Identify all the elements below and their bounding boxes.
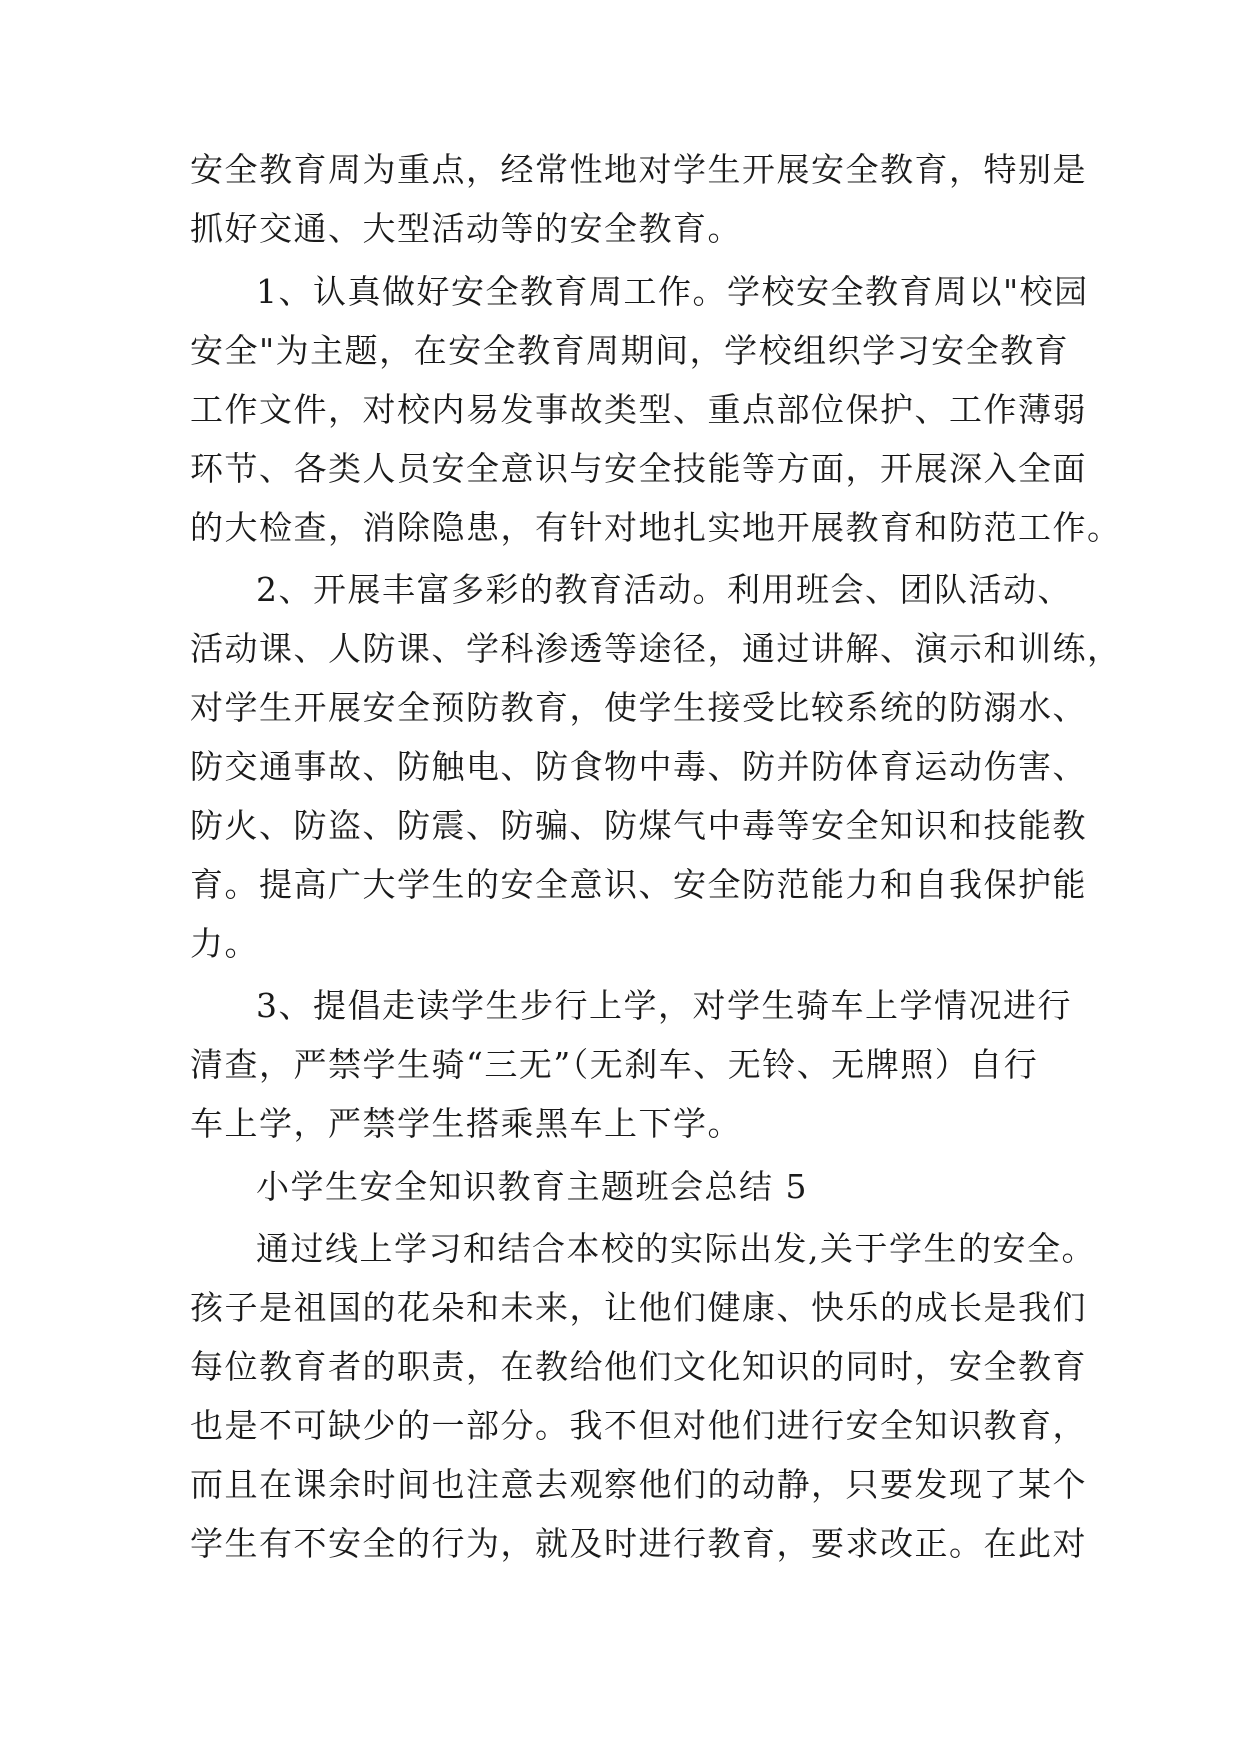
- text-line: 每位教育者的职责，在教给他们文化知识的同时，安全教育: [190, 1347, 1087, 1386]
- paragraph-start-line: 2、开展丰富多彩的教育活动。利用班会、团队活动、: [256, 570, 1072, 609]
- text-line: 的大检查，消除隐患，有针对地扎实地开展教育和防范工作。: [190, 508, 1122, 547]
- section-heading: 小学生安全知识教育主题班会总结 5: [256, 1167, 808, 1206]
- paragraph-start-line: 3、提倡走读学生步行上学，对学生骑车上学情况进行: [256, 986, 1072, 1025]
- text-line: 对学生开展安全预防教育，使学生接受比较系统的防溺水、: [190, 688, 1087, 727]
- text-line: 而且在课余时间也注意去观察他们的动静，只要发现了某个: [190, 1465, 1087, 1504]
- text-line: 车上学，严禁学生搭乘黑车上下学。: [190, 1104, 742, 1143]
- text-line: 安全教育周为重点，经常性地对学生开展安全教育，特别是: [190, 150, 1087, 189]
- text-line: 安全"为主题，在安全教育周期间，学校组织学习安全教育: [190, 331, 1070, 370]
- text-line: 也是不可缺少的一部分。我不但对他们进行安全知识教育，: [190, 1406, 1087, 1445]
- text-line: 力。: [190, 924, 259, 963]
- paragraph-start-line: 1、认真做好安全教育周工作。学校安全教育周以"校园: [256, 272, 1089, 311]
- text-line: 学生有不安全的行为，就及时进行教育，要求改正。在此对: [190, 1524, 1087, 1563]
- text-line: 工作文件，对校内易发事故类型、重点部位保护、工作薄弱: [190, 390, 1087, 429]
- text-line: 活动课、人防课、学科渗透等途径，通过讲解、演示和训练，: [190, 629, 1122, 668]
- text-line: 孩子是祖国的花朵和未来，让他们健康、快乐的成长是我们: [190, 1288, 1087, 1327]
- text-line: 防交通事故、防触电、防食物中毒、防并防体育运动伤害、: [190, 747, 1087, 786]
- text-line: 清查，严禁学生骑“三无”（无刹车、无铃、无牌照）自行: [190, 1045, 1039, 1084]
- text-line: 育。提高广大学生的安全意识、安全防范能力和自我保护能: [190, 865, 1087, 904]
- paragraph-start-line: 通过线上学习和结合本校的实际出发,关于学生的安全。: [256, 1229, 1096, 1268]
- text-line: 环节、各类人员安全意识与安全技能等方面，开展深入全面: [190, 449, 1087, 488]
- text-line: 防火、防盗、防震、防骗、防煤气中毒等安全知识和技能教: [190, 806, 1087, 845]
- text-line: 抓好交通、大型活动等的安全教育。: [190, 209, 742, 248]
